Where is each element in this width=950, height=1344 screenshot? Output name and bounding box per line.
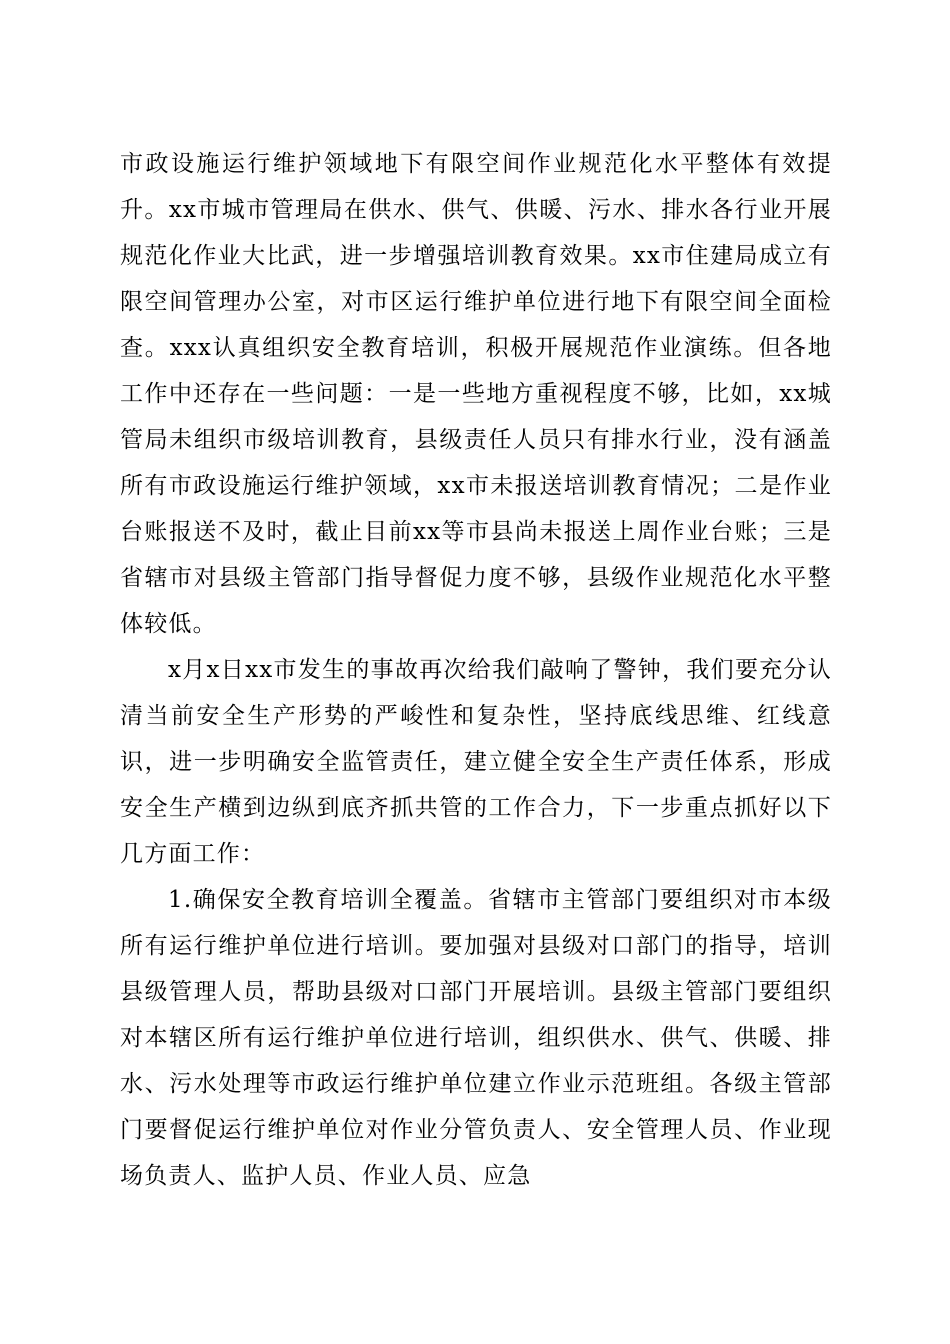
document-body <box>120 141 832 1199</box>
paragraph-item-1: 1.确保安全教育培训全覆盖。省辖市主管部门要组织对市本级所有运行维护单位进行培训。要加强对县级对口部门的指导，培训县级管理人员，帮助县级对口部门开展培训。县级主管部门要组织对本辖区所有运行维护单位进行培训，组织供水、供气、供暖、排水、污水处理等市政运行维护单位建立作业示范班组。各级主管部门要督促运行维护单位对作业分管负责人、安全管理人员、作业现场负责人、监护人员、作业人员、应急 <box>120 887 832 1189</box>
paragraph-warning: x月x日xx市发生的事故再次给我们敲响了警钟，我们要充分认清当前安全生产形势的严峻性和复杂性，坚持底线思维、红线意识，进一步明确安全监管责任，建立健全安全生产责任体系，形成安全生产横到边纵到底齐抓共管的工作合力，下一步重点抓好以下几方面工作： <box>120 657 832 867</box>
paragraph-continuation: 市政设施运行维护领域地下有限空间作业规范化水平整体有效提升。xx市城市管理局在供水、供气、供暖、污水、排水各行业开展规范化作业大比武，进一步增强培训教育效果。xx市住建局成立有限空间管理办公室，对市区运行维护单位进行地下有限空间全面检查。xxx认真组织安全教育培训，积极开展规范作业演练。但各地工作中还存在一些问题：一是一些地方重视程度不够，比如，xx城管局未组织市级培训教育，县级责任人员只有排水行业，没有涵盖所有市政设施运行维护领域，xx市未报送培训教育情况；二是作业台账报送不及时，截止目前xx等市县尚未报送上周作业台账；三是省辖市对县级主管部门指导督促力度不够，县级作业规范化水平整体较低。 <box>120 151 832 637</box>
